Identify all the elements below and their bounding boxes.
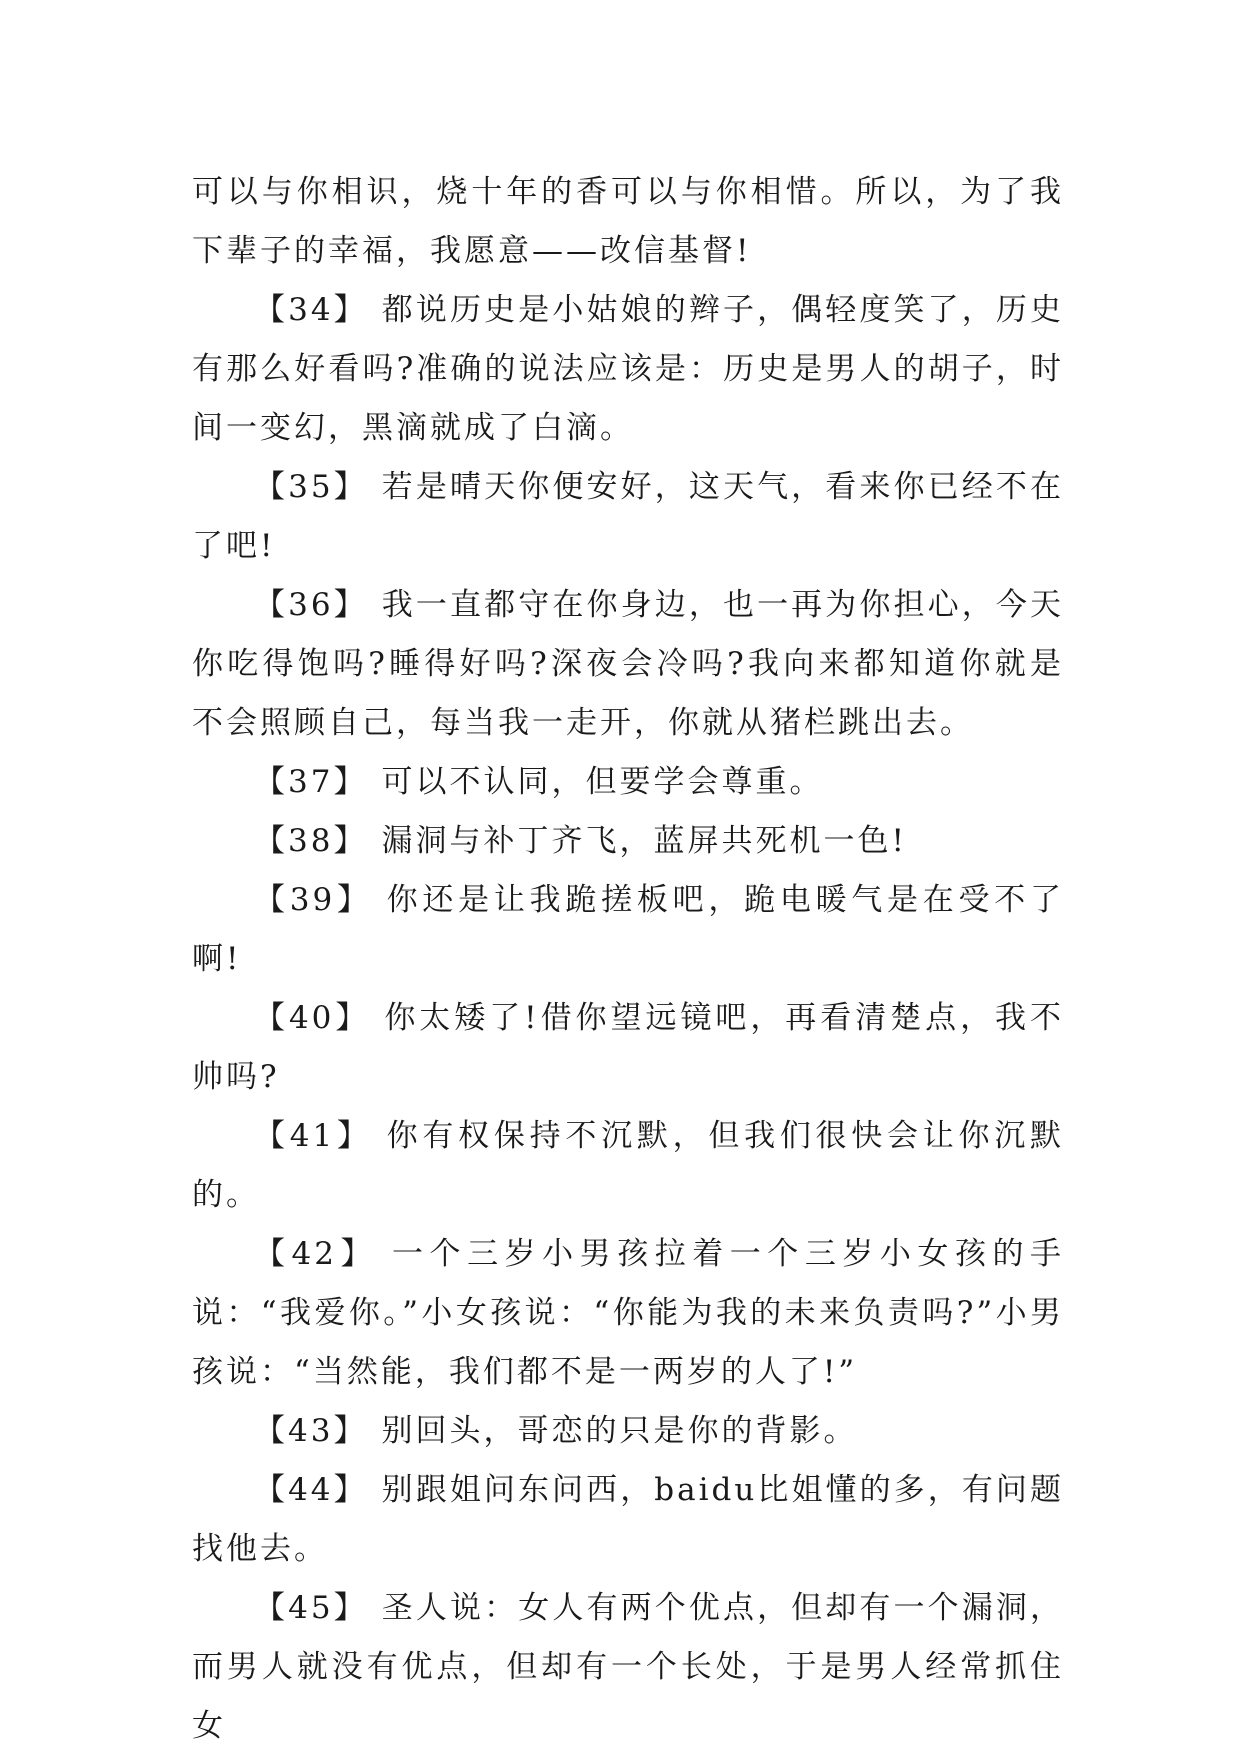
paragraph-text: 你还是让我跪搓板吧，跪电暖气是在受不了啊!: [192, 882, 1064, 977]
paragraph-text: 漏洞与补丁齐飞，蓝屏共死机一色!: [381, 823, 907, 859]
paragraph-text: 一个三岁小男孩拉着一个三岁小女孩的手说：“我爱你。”小女孩说：“你能为我的未来负责吗?”小男孩说：“当然能，我们都不是一两岁的人了!”: [192, 1236, 1064, 1390]
paragraph-number: 【42】: [254, 1236, 379, 1272]
document-body: [192, 163, 1064, 1756]
paragraph-number: 【37】: [254, 764, 368, 800]
paragraph-37: [192, 753, 1064, 812]
paragraph-text: 圣人说：女人有两个优点，但却有一个漏洞，而男人就没有优点，但却有一个长处，于是男人经常抓住女: [192, 1590, 1064, 1744]
paragraph-text: 可以与你相识，烧十年的香可以与你相惜。所以，为了我下辈子的幸福，我愿意——改信基督!: [192, 174, 1064, 269]
paragraph-36: [192, 576, 1064, 753]
paragraph-number: 【39】: [254, 882, 373, 918]
paragraph-text: 你有权保持不沉默，但我们很快会让你沉默的。: [192, 1118, 1064, 1213]
paragraph-text: 都说历史是小姑娘的辫子，偶轻度笑了，历史有那么好看吗?准确的说法应该是：历史是男人的胡子，时间一变幻，黑滴就成了白滴。: [192, 292, 1064, 446]
paragraph-42: [192, 1225, 1064, 1402]
paragraph-number: 【38】: [254, 823, 368, 859]
paragraph-continued: [192, 163, 1064, 281]
paragraph-43: [192, 1402, 1064, 1461]
paragraph-number: 【34】: [254, 292, 368, 328]
paragraph-text: 可以不认同，但要学会尊重。: [381, 764, 824, 800]
paragraph-text: 我一直都守在你身边，也一再为你担心，今天你吃得饱吗?睡得好吗?深夜会冷吗?我向来都知道你就是不会照顾自己，每当我一走开，你就从猪栏跳出去。: [192, 587, 1064, 741]
paragraph-38: [192, 812, 1064, 871]
paragraph-number: 【43】: [254, 1413, 368, 1449]
paragraph-40: [192, 989, 1064, 1107]
paragraph-text: 若是晴天你便安好，这天气，看来你已经不在了吧!: [192, 469, 1064, 564]
paragraph-number: 【35】: [254, 469, 368, 505]
paragraph-44: [192, 1461, 1064, 1579]
paragraph-text: 别跟姐问东问西，baidu比姐懂的多，有问题找他去。: [192, 1472, 1064, 1567]
paragraph-number: 【41】: [254, 1118, 373, 1154]
paragraph-number: 【44】: [254, 1472, 368, 1508]
paragraph-39: [192, 871, 1064, 989]
paragraph-35: [192, 458, 1064, 576]
paragraph-number: 【40】: [254, 1000, 371, 1036]
paragraph-45: [192, 1579, 1064, 1756]
paragraph-text: 别回头，哥恋的只是你的背影。: [381, 1413, 858, 1449]
paragraph-text: 你太矮了!借你望远镜吧，再看清楚点，我不帅吗?: [192, 1000, 1064, 1095]
paragraph-number: 【36】: [254, 587, 368, 623]
paragraph-34: [192, 281, 1064, 458]
paragraph-41: [192, 1107, 1064, 1225]
paragraph-number: 【45】: [254, 1590, 368, 1626]
